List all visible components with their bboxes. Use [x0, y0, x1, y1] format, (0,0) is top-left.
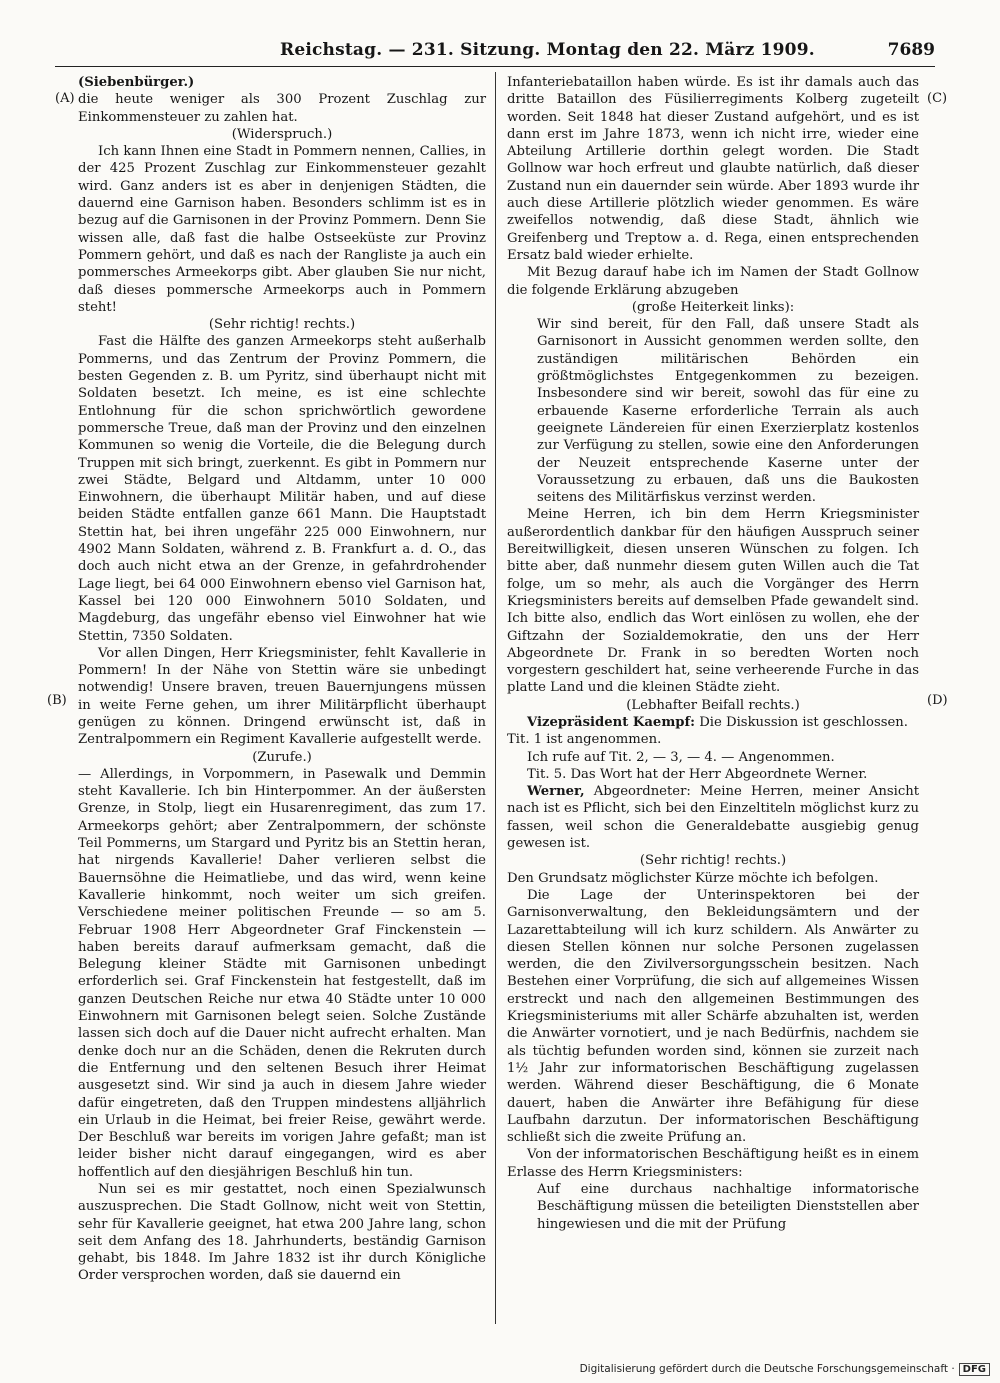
left-column — [78, 74, 486, 1285]
paragraph: Von der informatorischen Beschäftigung heißt es in einem Erlasse des Herrn Kriegsministers: — [507, 1147, 919, 1180]
paragraph: Die Lage der Unterinspektoren bei der Garnisonverwaltung, den Bekleidungsämtern und der Lazarettabteilung will ich kurz schildern. Als Anwärter zu diesen Stellen können nur solche Personen zugelassen werden, die den Zivilversorgungsschein besitzen. Nach Bestehen einer Vorprüfung, die sich auf allgemeines Wissen erstreckt und nach den allgemeinen Bestimmungen des Kriegsministeriums mit aller Schärfe abzuhalten ist, werden die Anwärter vornotiert, und je nach Bedürfnis, nachdem sie als tüchtig befunden worden sind, können sie zurzeit nach 1½ Jahr zur informatorischen Beschäftigung zugelassen werden. Während dieser Beschäftigung, die 6 Monate dauert, haben die Anwärter ihre Befähigung für diese Laufbahn darzutun. Der informatorischen Beschäftigung schließt sich die zweite Prüfung an. — [507, 887, 919, 1146]
page-number: 7689 — [887, 40, 935, 60]
column-divider — [495, 72, 496, 1324]
paragraph: Fast die Hälfte des ganzen Armeekorps steht außerhalb Pommerns, und das Zentrum der Provinz Pommern, die besten Gegenden z. B. um Pyritz, sind überhaupt nicht mit Soldaten besetzt. Ich meine, es ist eine schlechte Entlohnung für die schon sprichwörtlich gewordene pommersche Treue, daß man der Provinz und den einzelnen Kommunen so wenig die Vorteile, die die Belegung durch Truppen mit sich bringt, zuerkennt. Es gibt in Pommern nur zwei Städte, Belgard und Altdamm, unter 10 000 Einwohnern, die überhaupt Militär haben, und auf diese beiden Städte entfallen ganze 661 Mann. Die Hauptstadt Stettin hat, bei ihren ungefähr 225 000 Einwohnern, nur 4902 Mann Soldaten, während z. B. Frankfurt a. d. O., das doch auch nicht etwa an der Grenze, in gefahrdrohender Lage liegt, bei 64 000 Einwohnern ebenso viel Garnison hat, Kassel bei 120 000 Einwohnern 5010 Soldaten, und Magdeburg, das ungefähr ebenso viel Einwohner hat wie Stettin, 7350 Soldaten. — [78, 334, 486, 644]
vice-president-statement: Vizepräsident Kaempf: Die Diskussion ist geschlossen. — [527, 714, 908, 730]
paragraph: Meine Herren, ich bin dem Herrn Kriegsminister außerordentlich dankbar für den häufigen Ausspruch seiner Bereitwilligkeit, diesen unseren Wünschen zu folgen. Ich bitte aber, daß nunmehr diesem guten Willen auch die Tat folge, um so mehr, als auch die Vorgänger des Herrn Kriegsministers bereits auf demselben Pfade gewandelt sind. Ich bitte also, endlich das Wort einlösen zu wollen, ehe der Giftzahn der Sozialdemokratie, den uns der Herr Abgeordnete Dr. Frank in so beredten Worten noch vorgestern geschildert hat, seine verheerende Furche in das platte Land und die kleinen Städte zieht. — [507, 507, 919, 696]
interjection: (Widerspruch.) — [231, 126, 333, 142]
margin-marker-a: (A) — [55, 91, 75, 106]
interjection: (Sehr richtig! rechts.) — [208, 317, 356, 333]
quoted-decree: Auf eine durchaus nachhaltige informatorische Beschäftigung müssen die beteiligten Dienststellen aber hingewiesen und die mit der Prüfung — [537, 1182, 919, 1232]
interjection: (große Heiterkeit links): — [631, 299, 795, 315]
margin-marker-d: (D) — [927, 693, 948, 708]
paragraph: — Allerdings, in Vorpommern, in Pasewalk und Demmin steht Kavallerie. Ich bin Hinterpommer. An der äußersten Grenze, in Stolp, liegt ein Husarenregiment, das zum 17. Armeekorps gehört; aber Zentralpommern, der schönste Teil Pommerns, um Stargard und Pyritz bis an Stettin heran, hat nirgends Kavallerie! Daher verlieren selbst die Bauernsöhne die Heimatliebe, und das wird, wenn keine Kavallerie hinkommt, noch weiter um sich greifen. Verschiedene meiner politischen Freunde — so am 5. Februar 1908 Herr Abgeordneter Graf Finckenstein — haben bereits darauf aufmerksam gemacht, daß die Belegung kleiner Städte mit Garnisonen unbedingt erforderlich sei. Graf Finckenstein hat festgestellt, daß im ganzen Deutschen Reiche nur etwa 40 Städte unter 10 000 Einwohnern mit Garnisonen belegt seien. Solche Zustände lassen sich doch auf die Dauer nicht aufrecht erhalten. Man denke doch nur an die Schäden, denen die Rekruten durch die Entfernung und den seltenen Besuch ihrer Heimat ausgesetzt sind. Wir sind ja auch in diesem Jahre wieder dafür eingetreten, daß den Truppen mindestens alljährlich ein Urlaub in die Heimat, bei freier Reise, gewährt werde. Der Beschluß war bereits im vorigen Jahre gefaßt; man ist leider bisher nicht darauf eingegangen, wird es aber hoffentlich auf den diesjährigen Beschluß hin tun. — [78, 766, 486, 1180]
speaker-name: Vizepräsident Kaempf: — [527, 714, 696, 730]
interjection: (Lebhafter Beifall rechts.) — [626, 697, 800, 713]
right-column — [507, 74, 919, 1233]
running-header — [55, 40, 935, 67]
paragraph: Nun sei es mir gestattet, noch einen Spezialwunsch auszusprechen. Die Stadt Gollnow, nicht weit von Stettin, sehr für Kavallerie geeignet, hat etwa 200 Jahre lang, schon seit dem Anfang des 18. Jahrhunderts, beständig Garnison gehabt, bis 1848. Im Jahre 1832 ist ihr durch Königliche Order versprochen worden, daß sie dauernd ein — [78, 1182, 486, 1284]
interjection: (Sehr richtig! rechts.) — [639, 853, 787, 869]
margin-marker-b: (B) — [47, 693, 67, 708]
quoted-declaration: Wir sind bereit, für den Fall, daß unsere Stadt als Garnisonort in Aussicht genommen werden sollte, den zuständigen militärischen Behörden ein größtmöglichstes Entgegenkommen zu bezeigen. Insbesondere sind wir bereit, sowohl das für eine zu erbauende Kaserne erforderliche Terrain als auch geeignete Ländereien für einen Exerzierplatz kostenlos zur Verfügung zu stellen, sowie eine den Anforderungen der Neuzeit entsprechende Kaserne unter der Voraussetzung zu erbauen, daß uns die Baukosten seitens des Militärfiskus verzinst werden. — [537, 317, 919, 506]
paragraph: Tit. 5. Das Wort hat der Herr Abgeordnete Werner. — [527, 766, 868, 782]
footer-text: Digitalisierung gefördert durch die Deutsche Forschungsgemeinschaft · — [579, 1363, 955, 1375]
paragraph: die heute weniger als 300 Prozent Zuschlag zur Einkommensteuer zu zahlen hat. — [78, 92, 486, 125]
speaker-tag: (Siebenbürger.) — [78, 75, 195, 90]
header-title: Reichstag. — 231. Sitzung. Montag den 22. März 1909. — [280, 40, 815, 60]
paragraph: Ich rufe auf Tit. 2, — 3, — 4. — Angenommen. — [527, 749, 835, 765]
paragraph: Ich kann Ihnen eine Stadt in Pommern nennen, Callies, in der 425 Prozent Zuschlag zur Einkommensteuer gezahlt wird. Ganz anders ist es aber in denjenigen Städten, die dauernd eine Garnison haben. Besonders schlimm ist es in bezug auf die Garnisonen in der Provinz Pommern. Denn Sie wissen alle, daß fast die halbe Ostseeküste zur Provinz Pommern gehört, und daß es nach der Rangliste ja auch ein pommersches Armeekorps gibt. Aber glauben Sie nur nicht, daß dieses pommersche Armeekorps auch in Pommern steht! — [78, 144, 486, 315]
paragraph: Vor allen Dingen, Herr Kriegsminister, fehlt Kavallerie in Pommern! In der Nähe von Stettin wäre sie unbedingt notwendig! Unsere braven, treuen Bauernjungens müssen in weite Ferne gehen, um ihrer Militärpflicht überhaupt genügen zu können. Dringend erwünscht ist, daß in Zentralpommern ein Regiment Kavallerie aufgestellt werde. — [78, 645, 486, 748]
digitization-footer — [580, 1363, 990, 1375]
paragraph: Tit. 1 ist angenommen. — [507, 732, 662, 748]
interjection: (Zurufe.) — [252, 749, 312, 765]
speaker-name: Werner, — [527, 784, 585, 800]
paragraph: Infanteriebataillon haben würde. Es ist ihr damals auch das dritte Bataillon des Füsilierregiments Kolberg zugeteilt worden. Seit 1848 hat dieser Zustand aufgehört, und es ist dann erst im Jahre 1873, wenn ich nicht irre, wieder eine Abteilung Artillerie dorthin gelegt worden. Die Stadt Gollnow war hoch erfreut und glaubte natürlich, daß dieser Zustand nun ein dauernder sein würde. Aber 1893 wurde ihr auch diese Artillerie plötzlich wieder genommen. Es wäre zweifellos notwendig, daß diese Stadt, ähnlich wie Greifenberg und Treptow a. d. Rega, einen entsprechenden Ersatz bald wieder erhielte. — [507, 75, 919, 263]
dfg-logo: DFG — [959, 1363, 990, 1376]
margin-marker-c: (C) — [927, 91, 948, 106]
speech-start: Werner, Abgeordneter: Meine Herren, meiner Ansicht nach ist es Pflicht, sich bei den Einzeltiteln möglichst kurz zu fassen, weil schon die Generaldebatte ausgiebig genug gewesen ist. — [507, 784, 919, 852]
paragraph: Den Grundsatz möglichster Kürze möchte ich befolgen. — [507, 870, 879, 886]
paragraph: Mit Bezug darauf habe ich im Namen der Stadt Gollnow die folgende Erklärung abzugeben — [507, 265, 919, 298]
